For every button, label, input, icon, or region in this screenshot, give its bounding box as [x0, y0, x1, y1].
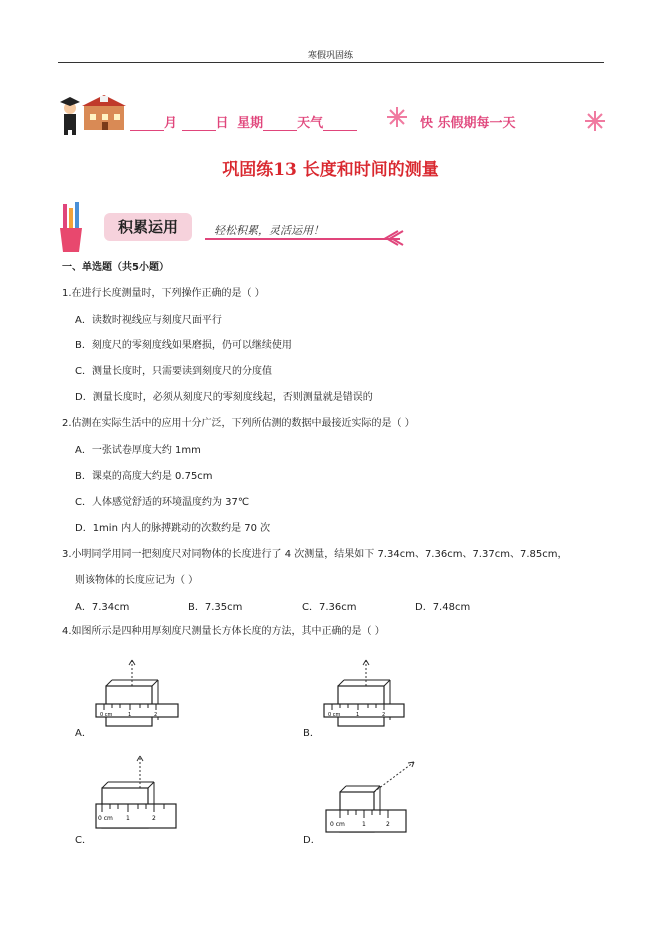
option-b[interactable]: B．刻度尺的零刻度线如果磨损，仍可以继续使用 — [75, 340, 292, 351]
slogan-underline — [205, 238, 400, 240]
option-a[interactable]: A．7.34cm — [75, 602, 130, 613]
header-rule — [58, 62, 604, 63]
weather-label: 天气 — [297, 116, 324, 131]
ruler-label-zero: 0 cm — [98, 815, 113, 822]
question-stem-continued: 则该物体的长度应记为（ ） — [75, 575, 199, 586]
ruler-label-one: 1 — [128, 712, 132, 718]
ruler-label-two: 2 — [154, 712, 158, 718]
ruler-label-one: 1 — [356, 712, 360, 718]
weekday-blank[interactable] — [263, 118, 297, 131]
section-heading: 一、单选题（共5小题） — [62, 262, 169, 273]
ruler-figure-d — [318, 756, 418, 840]
option-d[interactable]: D． — [303, 835, 321, 846]
option-a[interactable]: A．读数时视线应与刻度尺面平行 — [75, 315, 222, 326]
day-label: 日 — [215, 116, 229, 131]
option-d[interactable]: D．7.48cm — [415, 602, 471, 613]
question-stem: 3.小明同学用同一把刻度尺对同物体的长度进行了 4 次测量，结果如下 7.34cm、7.36cm、7.37cm、7.85cm， — [62, 549, 568, 560]
page-header: 寒假巩固练 — [307, 51, 353, 61]
ruler-label-one: 1 — [362, 821, 366, 828]
option-a[interactable]: A． — [75, 728, 92, 739]
question-stem: 1.在进行长度测量时，下列操作正确的是（ ） — [62, 288, 265, 299]
page-title: 巩固练13 长度和时间的测量 — [222, 160, 439, 180]
snowflake-icon — [584, 110, 606, 132]
banner-slogan: 快 乐假期每一天 — [420, 116, 516, 131]
ruler-label-two: 2 — [382, 712, 386, 718]
option-c[interactable]: C．测量长度时，只需要读到刻度尺的分度值 — [75, 366, 272, 377]
option-b[interactable]: B． — [303, 728, 320, 739]
ruler-label-zero: 0 cm — [100, 712, 113, 718]
ruler-label-one: 1 — [126, 815, 130, 822]
day-blank[interactable] — [182, 118, 216, 131]
date-line — [130, 112, 357, 131]
section-badge — [104, 213, 192, 241]
section-slogan: 轻松积累，灵活运用！ — [214, 224, 324, 237]
ruler-label-two: 2 — [152, 815, 156, 822]
weekday-label: 星期 — [237, 116, 264, 131]
weather-blank[interactable] — [323, 118, 357, 131]
option-c[interactable]: C．人体感觉舒适的环境温度约为 37℃ — [75, 497, 250, 508]
ruler-label-zero: 0 cm — [330, 821, 345, 828]
option-c[interactable]: C．7.36cm — [302, 602, 357, 613]
section-badge-label: 积累运用 — [117, 218, 178, 236]
option-d[interactable]: D．1min 内人的脉搏跳动的次数约是 70 次 — [75, 523, 271, 534]
option-d[interactable]: D．测量长度时，必须从刻度尺的零刻度线起，否则测量就是错误的 — [75, 392, 373, 403]
month-blank[interactable] — [130, 118, 164, 131]
ruler-label-two: 2 — [386, 821, 390, 828]
question-stem: 4.如图所示是四种用厚刻度尺测量长方体长度的方法，其中正确的是（ ） — [62, 626, 385, 637]
question-stem: 2.估测在实际生活中的应用十分广泛，下列所估测的数据中最接近实际的是（ ） — [62, 418, 415, 429]
option-c[interactable]: C． — [75, 835, 92, 846]
ruler-figure-b — [318, 652, 410, 738]
option-b[interactable]: B．7.35cm — [188, 602, 243, 613]
month-label: 月 — [164, 116, 178, 131]
ruler-figure-a — [92, 652, 184, 738]
ruler-figure-c — [92, 748, 184, 840]
ruler-label-zero: 0 cm — [328, 712, 341, 718]
arrow-icon — [380, 228, 404, 248]
option-a[interactable]: A．一张试卷厚度大约 1mm — [75, 445, 201, 456]
option-b[interactable]: B．课桌的高度大约是 0.75cm — [75, 471, 213, 482]
snowflake-icon — [386, 106, 408, 128]
graduate-school-illustration — [56, 92, 126, 136]
pencil-cup-icon — [58, 202, 84, 254]
